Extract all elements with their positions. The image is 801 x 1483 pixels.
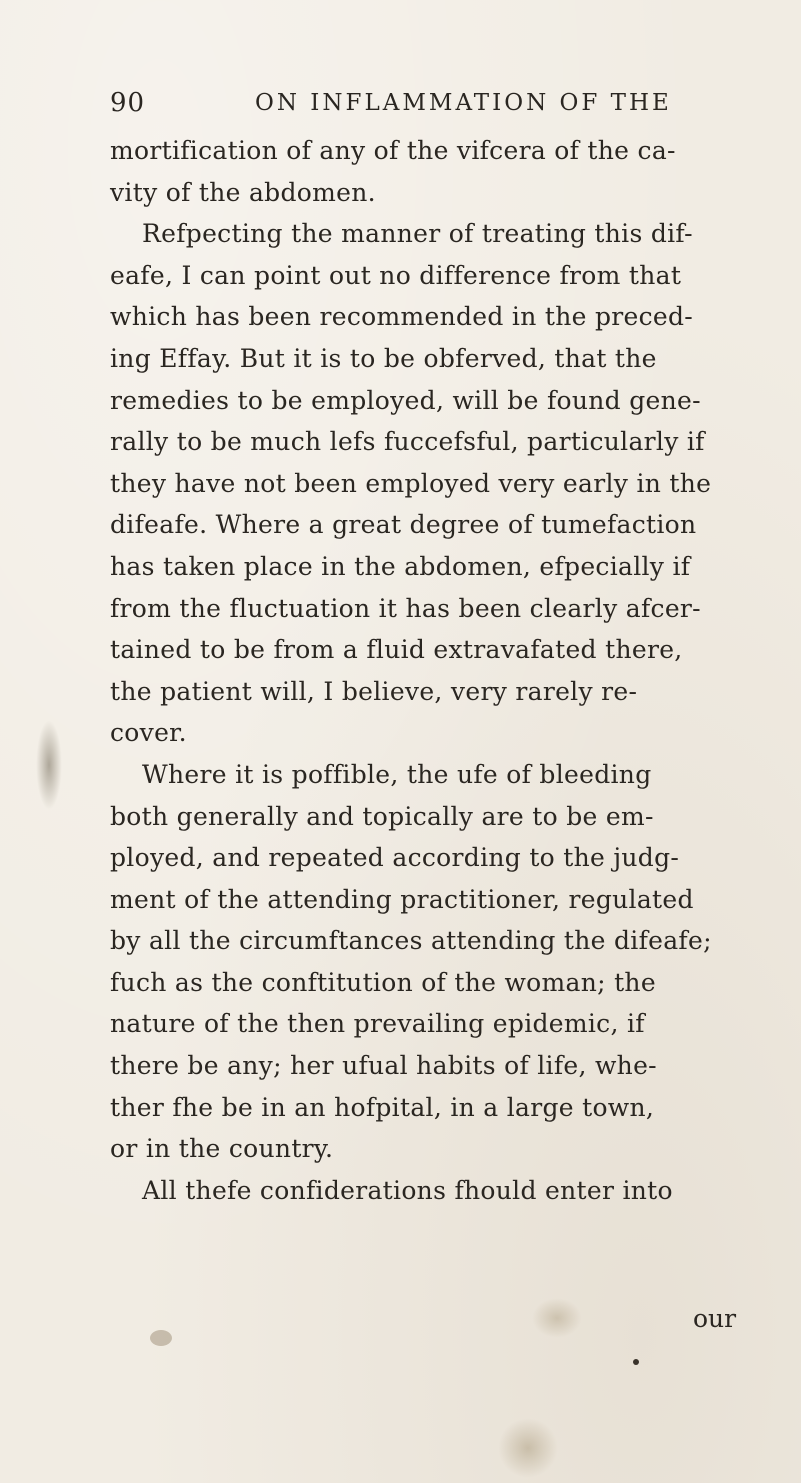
text-line: or in the country. (110, 1134, 334, 1164)
text-line: fuch as the conftitution of the woman; the (110, 967, 656, 997)
text-line: they have not been employed very early in the (110, 468, 712, 498)
catchword: our (693, 1304, 737, 1333)
text-line: has taken place in the abdomen, efpecially if (110, 551, 691, 581)
text-line: difeafe. Where a great degree of tumefaction (110, 510, 697, 540)
text-line: nature of the then prevailing epidemic, if (110, 1009, 645, 1039)
page-number: 90 (110, 88, 146, 118)
text-line: mortification of any of the vifcera of the ca- (110, 136, 676, 165)
text-line: ployed, and repeated according to the judg- (110, 843, 680, 873)
text-line: from the fluctuation it has been clearly afcer- (110, 593, 701, 623)
paper-speck (150, 1330, 172, 1346)
text-line: eafe, I can point out no difference from that (110, 260, 682, 290)
text-line: both generally and topically are to be em- (110, 801, 654, 831)
text-line: ing Effay. But it is to be obferved, that the (110, 343, 657, 373)
text-line: the patient will, I believe, very rarely re- (110, 676, 638, 706)
text-line: Where it is poffible, the ufe of bleeding (142, 759, 652, 789)
ink-spot (633, 1359, 639, 1365)
body-text (110, 130, 750, 1211)
paper-stain (532, 1298, 582, 1338)
paper-stain (498, 1418, 558, 1478)
text-line: by all the circumftances attending the difeafe; (110, 926, 712, 956)
text-line: there be any; her ufual habits of life, whe- (110, 1051, 657, 1081)
page-header (110, 88, 710, 122)
running-head: ON INFLAMMATION OF THE (255, 90, 672, 116)
text-line: which has been recommended in the preced- (110, 302, 694, 332)
text-line: ther fhe be in an hofpital, in a large town, (110, 1092, 655, 1122)
text-line: Refpecting the manner of treating this dif- (142, 219, 693, 249)
text-line: rally to be much lefs fuccefsful, particularly if (110, 427, 705, 457)
text-line: ment of the attending practitioner, regulated (110, 884, 694, 914)
text-line: cover. (110, 718, 187, 748)
margin-stain (36, 720, 62, 810)
text-line: remedies to be employed, will be found gene- (110, 385, 701, 415)
text-line: tained to be from a fluid extravafated there, (110, 635, 683, 665)
text-line: All thefe confiderations fhould enter into (142, 1175, 673, 1205)
text-line: vity of the abdomen. (110, 177, 376, 207)
